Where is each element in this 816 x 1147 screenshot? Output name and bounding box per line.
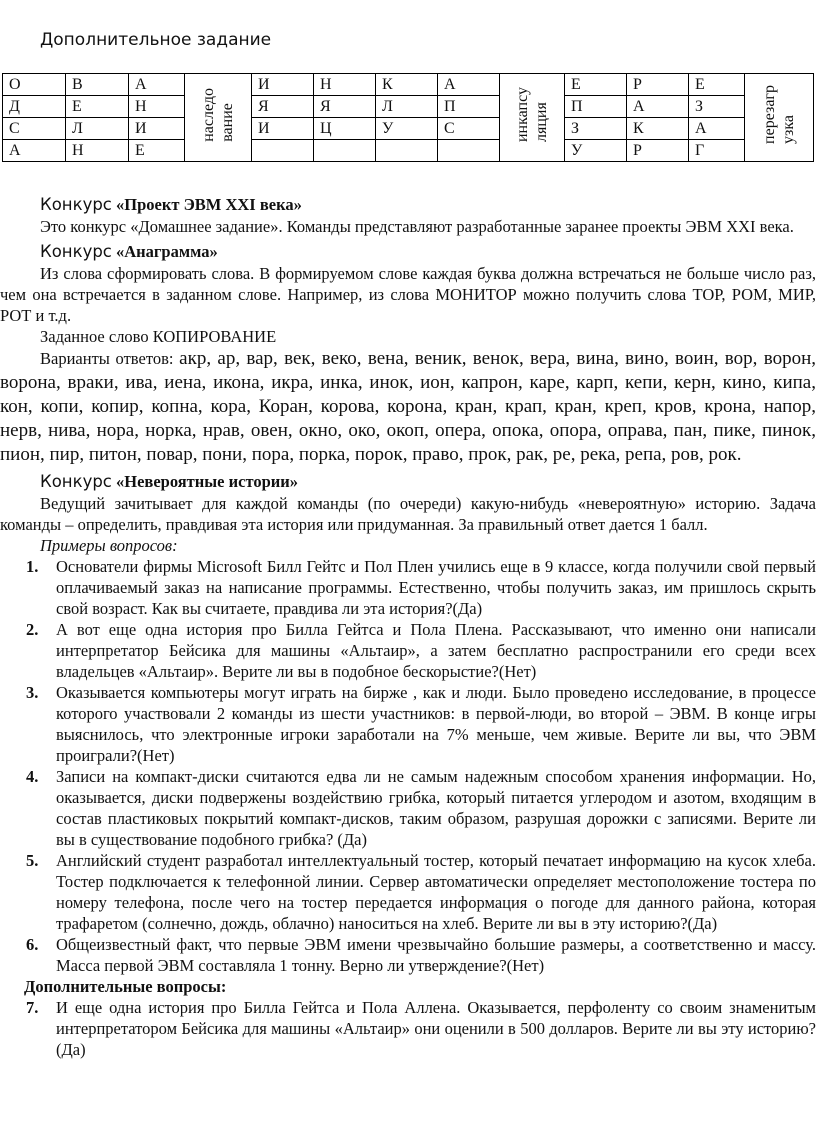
page-title: Дополнительное задание [40,30,272,50]
grid-cell: У [565,140,627,162]
question-number: 4. [26,767,39,786]
question-item [0,619,816,682]
grid-cell: О [3,74,66,96]
grid-cell: Д [3,96,66,118]
given-word: Заданное слово КОПИРОВАНИЕ [40,327,277,346]
grid-cell [376,140,438,162]
grid-cell: Г [689,140,745,162]
answers-list: акр, ар, вар, век, веко, вена, веник, венок, вера, вина, вино, воин, вор, ворон, ворона, враки, ива, иена, икона, икра, инка, инок, ион, капрон, каре, карп, кепи, керн, кино, кипа, кон, копи, копир, копна, кора, Коран, корова, корона, кран, крап, кран, креп, кров, крона, напор, нерв, нива, нора, норка, нрав, овен, окно, око, окоп, опера, опока, опора, оправа, пан, пике, пинок, пион, пир, питон, повар, пони, пора, порка, порок, право, прок, рак, ре, река, репа, ров, рок. [0,348,816,465]
question-item [0,682,816,766]
crossword-grid [2,73,814,162]
question-number: 3. [26,683,39,702]
vertical-word-text: инкапсу ляция [514,87,550,142]
extra-questions-label: Дополнительные вопросы: [24,977,227,996]
grid-cell: А [627,96,689,118]
vertical-word-text: наследо вание [200,87,236,142]
question-item [0,766,816,850]
grid-cell [438,140,500,162]
question-text: Основатели фирмы Microsoft Билл Гейтс и Пол Плен учились еще в 9 классе, когда получили свой первый оплачиваемый заказ на написание программы. Естественно, чтобы получить заказ, им пришлось скрыть свой возраст. Как вы считаете, правдива ли эта история?(Да) [56,557,816,618]
question-text: Оказывается компьютеры могут играть на бирже , как и люди. Было проведено исследование, в процессе которого участвовали 2 команды из шести участников: в первой-люди, во второй – ЭВМ. В конце игры выяснилось, что электронные игроки заработали на 7% меньше, чем живые. Верите ли вы, что ЭВМ проиграли?(Нет) [56,683,816,765]
grid-vertical-word [500,74,565,162]
grid-cell: Л [376,96,438,118]
question-number: 7. [26,998,39,1017]
contest-label: Конкурс [40,242,112,261]
grid-cell: С [3,118,66,140]
contest-description: Ведущий зачитывает для каждой команды (по очереди) какую-нибудь «невероятную» историю. Задача команды – определить, правдивая эта история или придуманная. За правильный ответ дается 1 балл. [0,494,816,534]
grid-vertical-word [185,74,252,162]
question-text: Общеизвестный факт, что первые ЭВМ имени чрезвычайно большие размеры, а соответственно и массу. Масса первой ЭВМ составляла 1 тонну. Верно ли утверждение?(Нет) [56,935,816,975]
question-text: И еще одна история про Билла Гейтса и Пола Аллена. Оказывается, перфоленту со своим знаменитым интерпретатором Бейсика для машины «Альтаир» они оценили в 500 долларов. Верите ли вы эту историю?(Да) [56,998,816,1059]
question-number: 5. [26,851,39,870]
question-number: 1. [26,557,39,576]
grid-row [3,118,814,140]
grid-cell: Л [66,118,129,140]
contest-heading [40,241,816,262]
grid-cell: У [376,118,438,140]
grid-cell: А [3,140,66,162]
question-item [0,850,816,934]
contest-heading [40,194,816,215]
contest-description: Из слова сформировать слова. В формируемом слове каждая буква должна встречаться не больше число раз, чем она встречается в заданном слове. Например, из слова МОНИТОР можно получить слова ТОР, РОМ, МИР, РОТ и т.д. [0,264,816,325]
question-text: Английский студент разработал интеллектуальный тостер, который печатает информацию на кусок хлеба. Тостер подключается к телефонной линии. Сервер автоматически определяет местоположение тостера по номеру телефона, после чего на тостер передается информация о погоде для данного района, которая трафаретом (солнечно, дождь, облачно) наноситься на хлеб. Верите ли вы в эту историю?(Да) [56,851,816,933]
grid-cell: З [689,96,745,118]
question-number: 2. [26,620,39,639]
contest-label: Конкурс [40,195,112,214]
grid-cell: С [438,118,500,140]
examples-label: Примеры вопросов: [40,536,178,555]
grid-cell: Ц [314,118,376,140]
grid-cell: А [129,74,185,96]
contest-heading [40,471,816,492]
grid-cell: Р [627,140,689,162]
grid-row [3,96,814,118]
grid-cell: А [689,118,745,140]
question-list [0,556,816,976]
grid-cell: И [252,74,314,96]
grid-cell: Р [627,74,689,96]
grid-cell: З [565,118,627,140]
grid-vertical-word [745,74,814,162]
grid-cell: П [438,96,500,118]
grid-cell [314,140,376,162]
question-item [0,934,816,976]
grid-row [3,74,814,96]
grid-cell: А [438,74,500,96]
grid-cell: К [627,118,689,140]
contest-name: «Проект ЭВМ XXI века» [116,195,302,214]
grid-cell: П [565,96,627,118]
contest-name: «Анаграмма» [116,242,218,261]
grid-cell: Е [689,74,745,96]
grid-cell: Е [565,74,627,96]
grid-cell: Е [129,140,185,162]
grid-cell: Я [314,96,376,118]
question-text: А вот еще одна история про Билла Гейтса и Пола Плена. Рассказывают, что именно они написали интерпретатор Бейсика для машины «Альтаир», а затем бесплатно распространили его среди всех владельцев «Альтаир». Верите ли вы в подобное бескорыстие?(Нет) [56,620,816,681]
extra-question-list [0,997,816,1060]
grid-row [3,140,814,162]
question-item [0,997,816,1060]
grid-cell: Н [314,74,376,96]
answer-variants [0,347,816,467]
answers-label: Варианты ответов: [40,349,174,368]
contest-name: «Невероятные истории» [116,472,299,491]
contest-description: Это конкурс «Домашнее задание». Команды представляют разработанные заранее проекты ЭВМ XXI века. [40,217,794,236]
question-number: 6. [26,935,39,954]
grid-cell: Н [66,140,129,162]
grid-cell: И [129,118,185,140]
contest-label: Конкурс [40,472,112,491]
question-text: Записи на компакт-диски считаются едва ли не самым надежным способом хранения информации. Но, оказывается, диски подвержены воздействию грибка, который питается углеродом и азотом, входящим в состав пластиковых покрытий компакт-дисков, таким образом, разрушая дорожки с записями. Верите ли вы в существование подобного грибка? (Да) [56,767,816,849]
main-content [0,190,816,1060]
grid-cell: К [376,74,438,96]
grid-cell: Н [129,96,185,118]
vertical-word-text: перезагр узка [761,85,797,144]
question-item [0,556,816,619]
grid-cell: Я [252,96,314,118]
grid-cell [252,140,314,162]
grid-cell: В [66,74,129,96]
grid-cell: И [252,118,314,140]
grid-cell: Е [66,96,129,118]
